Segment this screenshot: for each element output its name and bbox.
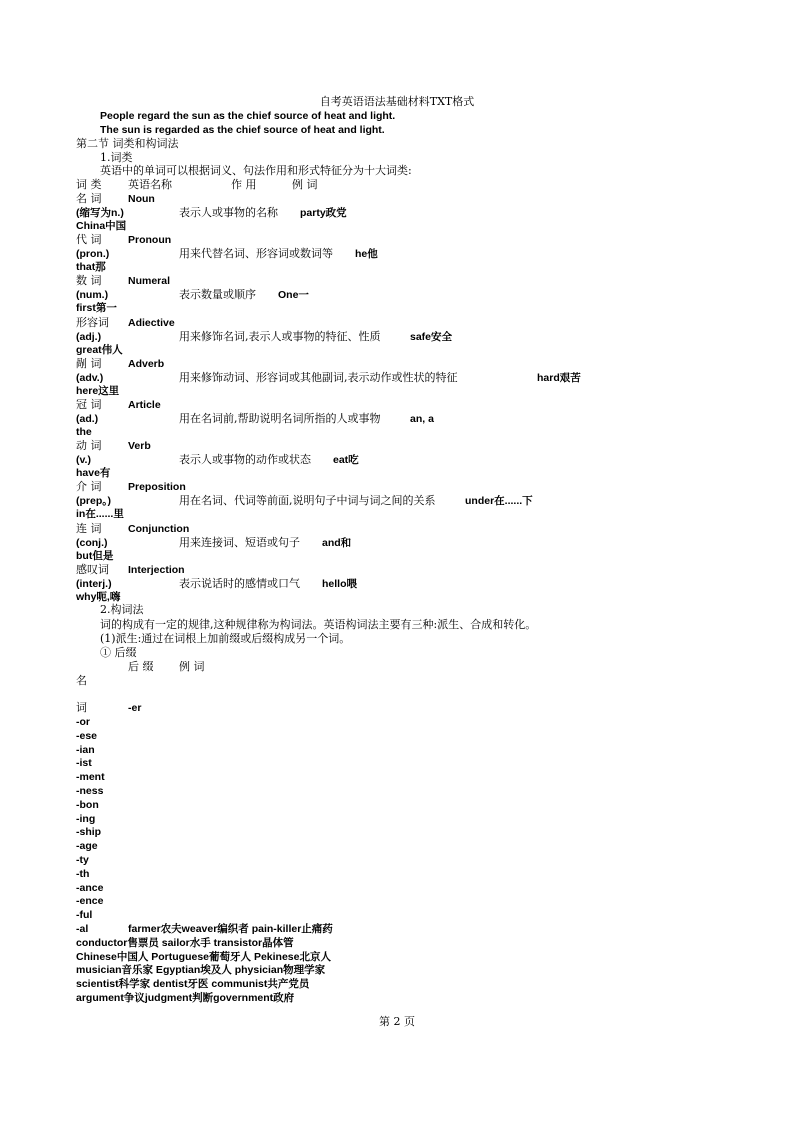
example-passive: The sun is regarded as the chief source of heat and light. xyxy=(100,124,385,136)
pos-function: 表示人或事物的名称 xyxy=(179,206,278,219)
suffix-item: -ship xyxy=(76,826,102,839)
pos-example-2: that那 xyxy=(76,261,106,274)
pos-example-2: have有 xyxy=(76,467,111,480)
pos-english-name: Verb xyxy=(128,440,151,453)
pos-abbreviation: (conj.) xyxy=(76,536,108,549)
pos-english-name: Interjection xyxy=(128,563,185,576)
pos-chinese-name: 感叹词 xyxy=(76,562,109,576)
suffix-example-line: scientist科学家 dentist牙医 communist共产党员 xyxy=(76,978,310,991)
suffix-item: -age xyxy=(76,840,98,853)
pos-chinese-name: 动 词 xyxy=(76,439,102,453)
header-col-english-name: 英语名称 xyxy=(128,178,172,191)
pos-abbreviation: (interj.) xyxy=(76,577,112,590)
sub2-heading: 2.构词法 xyxy=(100,603,144,616)
pos-abbreviation: (pron.) xyxy=(76,248,110,261)
pos-example-2: first第一 xyxy=(76,302,117,315)
pos-chinese-name: 形容词 xyxy=(76,315,109,329)
pos-abbreviation: (prep。) xyxy=(76,495,111,508)
section-heading: 第二节 词类和构词法 xyxy=(76,137,179,150)
noun-label-first: 名 xyxy=(76,674,87,687)
pos-english-name: Conjunction xyxy=(128,522,190,535)
pos-example-1: hello喂 xyxy=(322,577,358,590)
pos-function: 用来连接词、短语或句子 xyxy=(179,535,300,549)
suffix-item: -ful xyxy=(76,909,93,922)
suffix-item: -al xyxy=(76,923,89,935)
pos-abbreviation: (ad.) xyxy=(76,413,99,425)
pos-english-name: Adverb xyxy=(128,357,165,370)
pos-chinese-name: 连 词 xyxy=(76,521,102,535)
pos-english-name: Article xyxy=(128,399,161,411)
suffix-example-line: conductor售票员 sailor水手 transistor晶体管 xyxy=(76,936,294,949)
sub1-heading: 1.词类 xyxy=(100,151,133,164)
pos-english-name: Adiective xyxy=(128,316,175,329)
pos-chinese-name: 剮 词 xyxy=(76,356,102,370)
header-col-category: 词 类 xyxy=(76,178,102,191)
pos-function: 用在名词、代词等前面,说明句子中词与词之间的关系 xyxy=(179,494,436,508)
suffix-item: -ment xyxy=(76,771,105,784)
suffix-example-line: musician音乐家 Egyptian埃及人 physician物理学家 xyxy=(76,964,326,977)
pos-function: 表示说话时的感情或口气 xyxy=(179,576,300,590)
suffix-item: -th xyxy=(76,867,90,880)
pos-abbreviation: (adj.) xyxy=(76,330,102,343)
pos-function: 表示数量或顺序 xyxy=(179,288,256,302)
pos-english-name: Pronoun xyxy=(128,234,172,247)
pos-function: 用在名词前,帮助说明名词所指的人或事物 xyxy=(179,412,381,425)
suffix-item: -or xyxy=(76,716,90,728)
suffix-header-col-suffix: 后 缀 xyxy=(128,660,154,673)
suffix-item: -ist xyxy=(76,757,92,770)
page-footer: 第 2 页 xyxy=(379,1015,415,1028)
noun-label-second: 词 xyxy=(76,701,87,714)
suffix-item: -bon xyxy=(76,798,99,811)
suffix-item: -ance xyxy=(76,881,104,894)
pos-function: 用来修饰名词,表示人或事物的特征、性质 xyxy=(179,329,381,343)
suffix-item: -ence xyxy=(76,895,104,908)
pos-example-2: why呃,嗨 xyxy=(76,590,121,603)
suffix-item: -er xyxy=(128,702,142,714)
pos-example-2: but但是 xyxy=(76,549,114,562)
pos-chinese-name: 代 词 xyxy=(76,233,102,247)
pos-abbreviation: (num.) xyxy=(76,289,109,302)
pos-example-2: here这里 xyxy=(76,384,120,397)
suffix-header-col-example: 例 词 xyxy=(179,660,205,673)
pos-example-2: great伟人 xyxy=(76,343,123,356)
pos-example-1: he他 xyxy=(355,248,378,261)
pos-chinese-name: 名 词 xyxy=(76,192,102,205)
pos-example-1: under在......下 xyxy=(465,495,533,508)
sub1-intro: 英语中的单词可以根据词义、句法作用和形式特征分为十大词类: xyxy=(100,164,412,177)
suffix-example-line: farmer农夫weaver编织者 pain-killer止痛药 xyxy=(128,923,333,935)
pos-example-1: party政党 xyxy=(300,207,347,219)
suffix-example-line: Chinese中国人 Portuguese葡萄牙人 Pekinese北京人 xyxy=(76,950,331,963)
suffix-item: -ian xyxy=(76,743,95,756)
pos-example-2: in在......里 xyxy=(76,508,124,521)
pos-example-1: and和 xyxy=(322,536,352,549)
suffix-item: -ty xyxy=(76,854,89,866)
pos-example-2: the xyxy=(76,426,92,438)
suffix-item: -ness xyxy=(76,785,104,797)
pos-chinese-name: 介 词 xyxy=(76,480,102,494)
pos-example-1: hard艰苦 xyxy=(537,371,581,384)
pos-chinese-name: 冠 词 xyxy=(76,398,102,411)
pos-example-2: China中国 xyxy=(76,220,127,232)
pos-chinese-name: 数 词 xyxy=(76,274,102,288)
suffix-example-line: argument争议judgment判断government政府 xyxy=(76,992,295,1004)
header-col-example: 例 词 xyxy=(292,178,318,191)
sub2-intro: 词的构成有一定的规律,这种规律称为构词法。英语构词法主要有三种:派生、合成和转化。 xyxy=(100,618,537,631)
pos-function: 表示人或事物的动作或状态 xyxy=(179,453,311,467)
pos-abbreviation: (adv.) xyxy=(76,371,104,384)
suffix-heading: ① 后缀 xyxy=(100,646,137,659)
suffix-item: -ing xyxy=(76,812,96,825)
suffix-item: -ese xyxy=(76,729,98,742)
pos-example-1: safe安全 xyxy=(410,330,453,343)
pos-abbreviation: (缩写为n.) xyxy=(76,207,124,219)
pos-english-name: Noun xyxy=(128,193,155,205)
pos-example-1: an, a xyxy=(410,413,434,425)
header-col-function: 作 用 xyxy=(231,178,257,191)
header-title: 自考英语语法基础材料TXT格式 xyxy=(319,95,475,108)
pos-example-1: One一 xyxy=(278,289,309,302)
pos-example-1: eat吃 xyxy=(333,454,359,467)
pos-english-name: Preposition xyxy=(128,481,186,494)
pos-abbreviation: (v.) xyxy=(76,454,91,467)
pos-english-name: Numeral xyxy=(128,275,171,288)
pos-function: 用来代替名词、形容词或数词等 xyxy=(179,247,333,261)
pos-function: 用来修饰动词、形容词或其他副词,表示动作或性状的特征 xyxy=(179,370,458,384)
derivation-intro: (1)派生:通过在词根上加前缀或后缀构成另一个词。 xyxy=(100,632,351,645)
example-active: People regard the sun as the chief source of heat and light. xyxy=(100,110,396,122)
